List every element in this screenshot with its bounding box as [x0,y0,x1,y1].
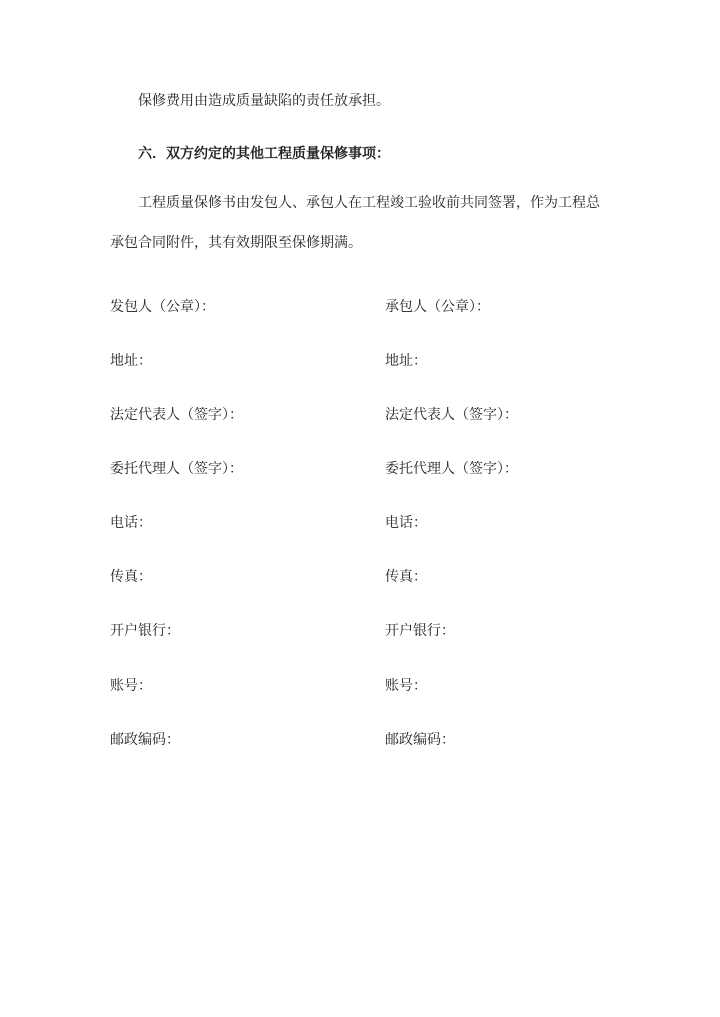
employer-account-label: 账号： [110,678,152,694]
employer-phone-label: 电话： [110,515,152,531]
contractor-account-label: 账号： [385,678,427,694]
paragraph-repair-cost: 保修费用由造成质量缺陷的责任放承担。 [138,93,390,109]
employer-bank-label: 开户银行： [110,623,180,639]
employer-postcode-label: 邮政编码： [110,732,180,748]
contractor-legal-rep-label: 法定代表人（签字）： [385,407,518,423]
employer-seal-label: 发包人（公章）： [110,299,215,315]
contractor-bank-label: 开户银行： [385,623,455,639]
section-heading-six: 六．双方约定的其他工程质量保修事项： [138,146,390,162]
paragraph-warranty-line-1: 工程质量保修书由发包人、承包人在工程竣工验收前共同签署，作为工程总 [138,195,600,211]
contractor-agent-label: 委托代理人（签字）： [385,461,518,477]
contractor-postcode-label: 邮政编码： [385,732,455,748]
contractor-address-label: 地址： [385,353,427,369]
contractor-fax-label: 传真： [385,569,427,585]
employer-address-label: 地址： [110,353,152,369]
paragraph-warranty-line-2: 承包合同附件，其有效期限至保修期满。 [110,235,362,251]
contractor-seal-label: 承包人（公章）： [385,299,490,315]
employer-agent-label: 委托代理人（签字）： [110,461,243,477]
employer-legal-rep-label: 法定代表人（签字）： [110,407,243,423]
employer-fax-label: 传真： [110,569,152,585]
contractor-phone-label: 电话： [385,515,427,531]
